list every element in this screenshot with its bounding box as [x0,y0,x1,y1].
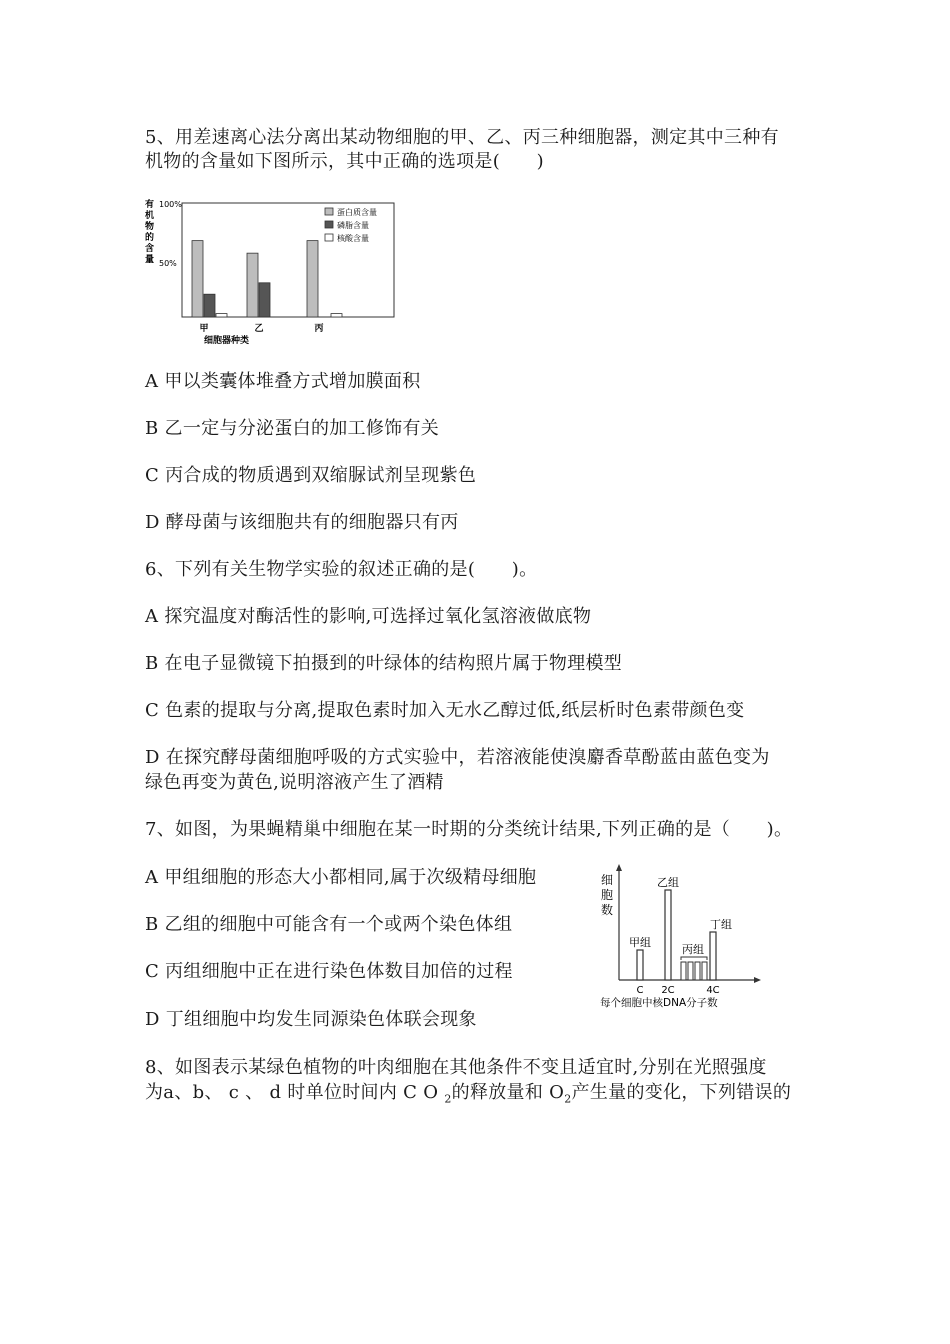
c2-y-arrow [616,864,622,871]
c1-ylabel-char: 的 [145,233,155,243]
c2-xtick-4c: 4C [706,985,720,996]
c2-bar-丁组 [710,932,716,980]
c2-bracket-bing [681,957,707,960]
c1-bar-乙-蛋白质含量 [247,253,258,317]
c2-label-乙组: 乙组 [657,876,679,889]
q8-line2-pre: 为a、b、 c 、 d 时单位时间内 C O [145,1082,445,1103]
c1-bar-丙-核酸含量 [331,314,342,317]
c2-bar-bing [681,962,686,980]
q5-stem-line2: 机物的含量如下图所示，其中正确的选项是( ) [145,151,544,172]
c1-legend-label: 核酸含量 [337,234,369,243]
c1-legend-label: 磷脂含量 [337,221,369,230]
c2-xtick-c: C [636,985,644,996]
q5-option-c: C 丙合成的物质遇到双缩脲试剂呈现紫色 [145,465,477,486]
c1-ytick-100: 100% [159,200,182,209]
c1-bar-丙-蛋白质含量 [307,241,318,317]
c2-ylabel-char: 胞 [601,888,614,902]
q7-stem: 7、如图，为果蝇精巢中细胞在某一时期的分类统计结果,下列正确的是（ )。 [145,819,793,840]
q6-option-d-line1: D 在探究酵母菌细胞呼吸的方式实验中，若溶液能使溴麝香草酚蓝由蓝色变为 [145,747,770,768]
c2-bar-乙组 [665,890,671,980]
q8-stem-line2 [145,1081,791,1112]
q6-stem: 6、下列有关生物学实验的叙述正确的是( )。 [145,559,538,580]
q5-option-b: B 乙一定与分泌蛋白的加工修饰有关 [145,418,440,439]
c1-xlabel: 细胞器种类 [204,336,250,346]
q7-option-d: D 丁组细胞中均发生同源染色体联会现象 [145,1009,477,1030]
q5-option-d: D 酵母菌与该细胞共有的细胞器只有丙 [145,512,459,533]
q8-line2-post: 产生量的变化，下列错误的 [571,1082,792,1103]
q7-option-a: A 甲组细胞的形态大小都相同,属于次级精母细胞 [145,867,537,888]
c2-ylabel-char: 细 [601,873,614,887]
c2-label-甲组: 甲组 [629,936,651,949]
q8-o2-subscript: 2 [564,1092,572,1106]
q7-option-b: B 乙组的细胞中可能含有一个或两个染色体组 [145,914,513,935]
c2-bar-甲组 [637,950,643,980]
c1-bar-甲-磷脂含量 [204,294,215,317]
q6-option-a: A 探究温度对酶活性的影响,可选择过氧化氢溶液做底物 [145,606,592,627]
c1-bar-甲-蛋白质含量 [192,241,203,317]
c1-legend-label: 蛋白质含量 [337,208,377,217]
c2-label-丁组: 丁组 [710,918,732,931]
c2-bar-bing [702,962,707,980]
c2-ylabel-char: 数 [601,903,614,917]
q6-option-b: B 在电子显微镜下拍摄到的叶绿体的结构照片属于物理模型 [145,653,623,674]
c1-category-label: 乙 [254,324,264,334]
q6-option-d-line2: 绿色再变为黄色,说明溶液产生了酒精 [145,772,444,793]
c1-category-label: 丙 [314,324,324,334]
q8-stem-line1: 8、如图表示某绿色植物的叶肉细胞在其他条件不变且适宜时,分别在光照强度 [145,1057,767,1078]
q8-line2-mid: 的释放量和 O [451,1082,565,1103]
q6-option-c: C 色素的提取与分离,提取色素时加入无水乙醇过低,纸层析时色素带颜色变 [145,700,745,721]
c1-ytick-50: 50% [159,259,177,268]
c2-x-arrow [754,977,761,983]
c1-ylabel-char: 量 [145,255,155,265]
q5-option-a: A 甲以类囊体堆叠方式增加膜面积 [145,371,421,392]
c2-xlabel: 每个细胞中核DNA分子数 [600,997,718,1008]
c2-bar-bing [688,962,693,980]
c2-xtick-2c: 2C [661,985,675,996]
c1-ylabel-char: 物 [145,222,155,232]
q7-option-c: C 丙组细胞中正在进行染色体数目加倍的过程 [145,961,513,982]
q5-stem-line1: 5、用差速离心法分离出某动物细胞的甲、乙、丙三种细胞器，测定其中三种有 [145,127,779,148]
c1-bar-乙-磷脂含量 [259,283,270,317]
c2-bar-bing [695,962,700,980]
organelle-composition-chart [140,195,410,350]
c1-legend-swatch [325,221,333,228]
dna-content-chart [595,858,775,1008]
c1-ylabel-char: 有 [145,200,155,210]
c1-ylabel-char: 机 [145,211,155,221]
c1-legend-swatch [325,208,333,215]
c1-ylabel-char: 含 [145,244,155,254]
c1-category-label: 甲 [199,324,209,334]
c1-legend-swatch [325,234,333,241]
q8-co2-subscript: 2 [444,1092,452,1106]
c1-bar-甲-核酸含量 [216,314,227,317]
c2-label-bing: 丙组 [682,943,704,956]
